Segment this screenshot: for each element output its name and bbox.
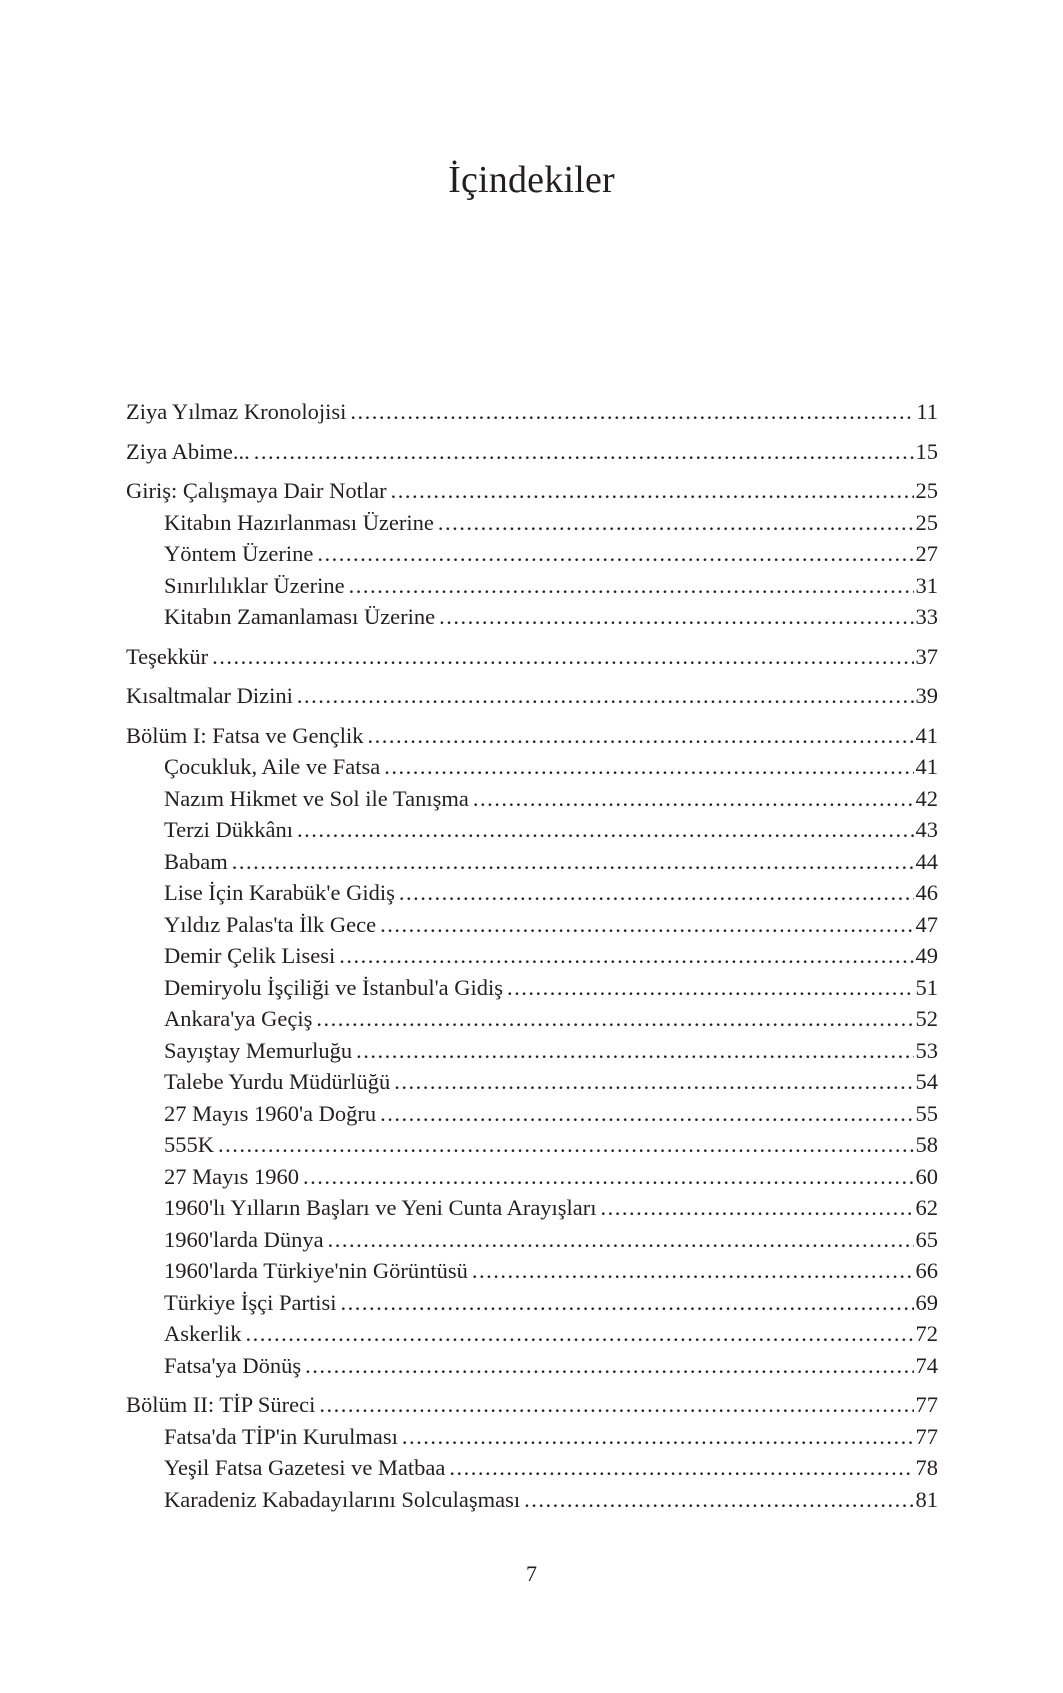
toc-entry	[126, 1161, 938, 1193]
dot-leader	[367, 720, 913, 752]
toc-entry-title: 1960'lı Yılların Başları ve Yeni Cunta Arayışları	[164, 1195, 597, 1220]
toc-entry	[126, 1484, 938, 1516]
table-of-contents	[126, 396, 938, 1515]
dot-leader	[473, 783, 914, 815]
toc-entry	[126, 475, 938, 507]
dot-leader	[438, 507, 914, 539]
toc-entry-page: 25	[915, 478, 938, 503]
toc-entry-title: Kitabın Hazırlanması Üzerine	[164, 509, 434, 535]
toc-entry-title: Lise İçin Karabük'e Gidiş	[164, 880, 395, 905]
toc-entry-title: Talebe Yurdu Müdürlüğü	[164, 1069, 391, 1094]
toc-entry	[126, 680, 938, 712]
dot-leader	[472, 1255, 914, 1287]
dot-leader	[297, 680, 914, 712]
toc-entry-title: Nazım Hikmet ve Sol ile Tanışma	[164, 785, 469, 811]
dot-leader	[246, 1318, 914, 1350]
toc-entry-page: 62	[915, 1195, 938, 1220]
dot-leader	[303, 1161, 914, 1193]
toc-entry	[126, 1287, 938, 1319]
toc-entry-title: 27 Mayıs 1960'a Doğru	[164, 1100, 377, 1126]
toc-entry	[126, 1098, 938, 1130]
toc-entry	[126, 783, 938, 815]
toc-entry	[126, 396, 938, 428]
toc-entry	[126, 1318, 938, 1350]
dot-leader	[254, 436, 914, 468]
dot-leader	[350, 396, 914, 428]
toc-entry	[126, 1224, 938, 1256]
toc-entry	[126, 1192, 938, 1224]
toc-entry-page: 77	[915, 1392, 938, 1417]
dot-leader	[297, 814, 913, 846]
toc-entry-title: Demir Çelik Lisesi	[164, 943, 336, 968]
dot-leader	[394, 1066, 913, 1098]
toc-entry	[126, 538, 938, 570]
toc-entry	[126, 940, 938, 972]
toc-entry-page: 51	[915, 974, 938, 1000]
toc-entry-title: 27 Mayıs 1960	[164, 1163, 299, 1189]
toc-entry-title: Fatsa'da TİP'in Kurulması	[164, 1423, 398, 1449]
toc-entry-title: Yöntem Üzerine	[164, 541, 314, 566]
toc-entry	[126, 1035, 938, 1067]
toc-entry	[126, 1350, 938, 1382]
toc-entry-title: Kitabın Zamanlaması Üzerine	[164, 604, 436, 629]
toc-entry-title: 1960'larda Dünya	[164, 1226, 324, 1252]
toc-entry-page: 72	[915, 1321, 938, 1346]
toc-entry-page: 66	[915, 1258, 938, 1283]
toc-entry-page: 39	[915, 683, 938, 708]
toc-entry-title: Teşekkür	[126, 643, 209, 669]
dot-leader	[319, 1389, 913, 1421]
toc-entry-page: 31	[915, 572, 938, 598]
dot-leader	[402, 1421, 914, 1453]
toc-entry-title: Bölüm I: Fatsa ve Gençlik	[126, 722, 364, 748]
toc-entry	[126, 507, 938, 539]
toc-entry-page: 33	[915, 604, 938, 629]
dot-leader	[380, 1098, 913, 1130]
dot-leader	[305, 1350, 913, 1382]
dot-leader	[232, 846, 914, 878]
toc-entry-page: 42	[915, 785, 938, 811]
toc-entry-title: Bölüm II: TİP Süreci	[126, 1392, 316, 1417]
toc-entry	[126, 720, 938, 752]
toc-entry-page: 78	[915, 1455, 938, 1480]
toc-entry-page: 77	[915, 1423, 938, 1449]
toc-entry-title: Çocukluk, Aile ve Fatsa	[164, 754, 381, 779]
toc-entry-page: 81	[915, 1486, 938, 1512]
toc-entry-page: 49	[915, 943, 938, 968]
toc-entry	[126, 1389, 938, 1421]
dot-leader	[317, 538, 913, 570]
page-title: İçindekiler	[448, 159, 615, 201]
dot-leader	[524, 1484, 913, 1516]
toc-entry	[126, 1255, 938, 1287]
toc-entry-page: 65	[915, 1226, 938, 1252]
toc-entry-title: Ziya Abime...	[126, 438, 250, 464]
toc-entry	[126, 1129, 938, 1161]
toc-entry-title: Giriş: Çalışmaya Dair Notlar	[126, 478, 387, 503]
toc-entry-page: 15	[915, 438, 938, 464]
toc-entry	[126, 570, 938, 602]
toc-entry	[126, 972, 938, 1004]
dot-leader	[218, 1129, 914, 1161]
dot-leader	[339, 940, 913, 972]
toc-entry-page: 60	[915, 1163, 938, 1189]
toc-entry-title: Kısaltmalar Dizini	[126, 683, 293, 708]
toc-entry-title: Türkiye İşçi Partisi	[164, 1289, 337, 1315]
toc-entry	[126, 1003, 938, 1035]
toc-entry	[126, 641, 938, 673]
toc-entry-page: 47	[915, 911, 938, 937]
toc-entry-title: Yıldız Palas'ta İlk Gece	[164, 911, 377, 937]
toc-entry-page: 25	[915, 509, 938, 535]
toc-entry-title: Demiryolu İşçiliği ve İstanbul'a Gidiş	[164, 974, 503, 1000]
dot-leader	[328, 1224, 914, 1256]
toc-entry	[126, 436, 938, 468]
toc-entry-title: Babam	[164, 848, 228, 874]
toc-entry-page: 53	[915, 1037, 938, 1063]
dot-leader	[340, 1287, 913, 1319]
dot-leader	[316, 1003, 913, 1035]
dot-leader	[384, 751, 913, 783]
toc-entry-title: Sınırlılıklar Üzerine	[164, 572, 345, 598]
dot-leader	[439, 601, 913, 633]
toc-entry-page: 52	[915, 1006, 938, 1031]
toc-entry-title: 1960'larda Türkiye'nin Görüntüsü	[164, 1258, 468, 1283]
dot-leader	[399, 877, 914, 909]
dot-leader	[507, 972, 914, 1004]
toc-entry-title: Ziya Yılmaz Kronolojisi	[126, 399, 347, 424]
toc-entry	[126, 1421, 938, 1453]
toc-entry-page: 41	[915, 754, 938, 779]
dot-leader	[601, 1192, 914, 1224]
toc-entry-page: 27	[915, 541, 938, 566]
dot-leader	[349, 570, 914, 602]
toc-entry-page: 74	[915, 1352, 938, 1378]
toc-entry-page: 46	[915, 880, 938, 905]
toc-entry-page: 55	[915, 1100, 938, 1126]
toc-entry	[126, 751, 938, 783]
page-number: 7	[526, 1561, 537, 1586]
toc-entry	[126, 814, 938, 846]
toc-entry	[126, 1452, 938, 1484]
toc-entry-title: Ankara'ya Geçiş	[164, 1006, 313, 1031]
dot-leader	[449, 1452, 913, 1484]
toc-entry-page: 37	[915, 643, 938, 669]
dot-leader	[212, 641, 913, 673]
toc-entry-title: Terzi Dükkânı	[164, 817, 294, 842]
dot-leader	[391, 475, 914, 507]
toc-entry-title: Karadeniz Kabadayılarını Solculaşması	[164, 1486, 521, 1512]
toc-entry-page: 58	[915, 1132, 938, 1157]
toc-entry-page: 69	[915, 1289, 938, 1315]
dot-leader	[380, 909, 913, 941]
toc-entry-title: Yeşil Fatsa Gazetesi ve Matbaa	[164, 1455, 446, 1480]
toc-entry-page: 41	[915, 722, 938, 748]
toc-entry-title: 555K	[164, 1132, 214, 1157]
toc-entry	[126, 601, 938, 633]
toc-entry-title: Sayıştay Memurluğu	[164, 1037, 353, 1063]
toc-entry	[126, 1066, 938, 1098]
toc-entry-title: Fatsa'ya Dönüş	[164, 1352, 302, 1378]
toc-entry	[126, 877, 938, 909]
toc-entry-page: 43	[915, 817, 938, 842]
toc-entry-page: 11	[916, 399, 938, 424]
toc-entry	[126, 909, 938, 941]
toc-entry-title: Askerlik	[164, 1321, 242, 1346]
dot-leader	[356, 1035, 913, 1067]
toc-entry-page: 54	[915, 1069, 938, 1094]
toc-entry	[126, 846, 938, 878]
toc-entry-page: 44	[915, 848, 938, 874]
